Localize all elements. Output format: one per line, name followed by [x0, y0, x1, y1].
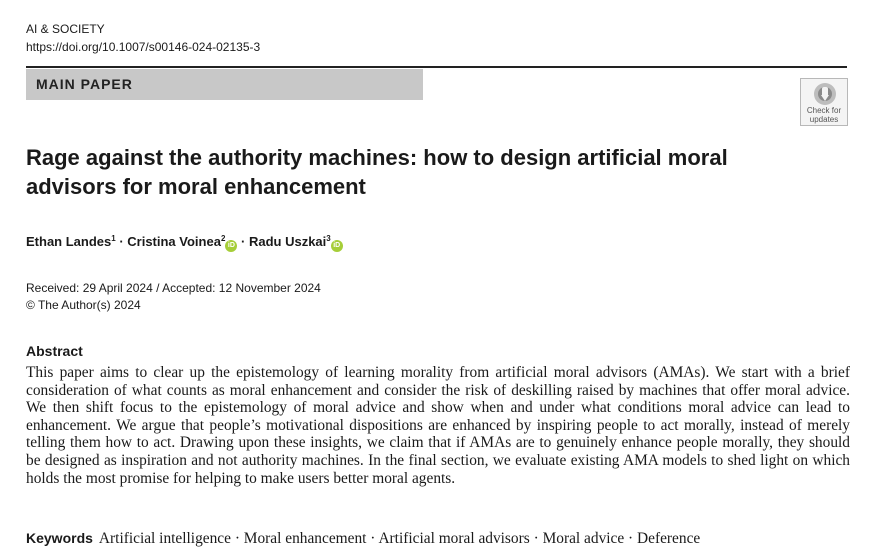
abstract-heading: Abstract — [26, 343, 83, 359]
publication-history — [26, 280, 321, 314]
received-accepted-dates: Received: 29 April 2024 / Accepted: 12 November 2024 — [26, 281, 321, 295]
keyword: Moral advice — [542, 530, 625, 547]
author-name[interactable]: Cristina Voinea — [127, 234, 221, 249]
affiliation-marker: 2 — [220, 234, 226, 243]
keyword-separator: · — [529, 530, 543, 547]
affiliation-marker: 3 — [326, 234, 331, 243]
author-name[interactable]: Radu Uszkai — [248, 234, 327, 249]
abstract-text: This paper aims to clear up the epistemology of learning morality from artificial moral advisors (AMAs). We start with a brief consideration of what counts as moral enhancement and consider the risk of deskilling raised by machines that offer moral advice. We then shift focus to the epistemology of moral advice and show when and under what conditions moral advice can lead to enhancement. We argue that people’s motivational dispositions are enhanced by inspiring people to act morally, instead of merely telling them how to act. Drawing upon these insights, we claim that if AMAs are to genuinely enhance people morally, they should be designed as inspiration and not authority machines. In the final section, we evaluate existing AMA models to shed light on which holds the most promise for helping to make users better moral agents. — [26, 364, 850, 487]
affiliation-marker: 1 — [111, 234, 116, 243]
keywords-label: Keywords — [26, 530, 93, 546]
author-separator: · — [115, 234, 128, 249]
keyword: Moral enhancement — [243, 530, 367, 547]
paper-title: Rage against the authority machines: how to design artificial moral advisors for moral enhancement — [26, 145, 728, 199]
journal-name: AI & SOCIETY — [26, 22, 105, 36]
orcid-icon[interactable]: iD — [331, 240, 343, 252]
header-rule — [26, 66, 847, 68]
author-name[interactable]: Ethan Landes — [26, 234, 112, 249]
keyword: Deference — [637, 530, 701, 547]
author-list — [26, 230, 343, 252]
doi-link[interactable]: https://doi.org/10.1007/s00146-024-02135-3 — [26, 40, 261, 54]
keyword-separator: · — [366, 530, 379, 547]
keyword-separator: · — [624, 530, 638, 547]
orcid-icon[interactable]: iD — [225, 240, 237, 252]
author-separator: · — [237, 234, 249, 249]
keyword: Artificial moral advisors — [378, 530, 530, 547]
keyword-separator: · — [230, 530, 244, 547]
check-for-updates-badge[interactable] — [800, 78, 848, 126]
section-label-bar — [26, 69, 423, 100]
copyright-notice: © The Author(s) 2024 — [26, 298, 141, 312]
check-for-updates-label: Check for updates — [806, 106, 842, 124]
keyword: Artificial intelligence — [98, 530, 231, 547]
keywords-line — [26, 530, 700, 548]
section-label: MAIN PAPER — [36, 76, 133, 92]
check-for-updates-icon — [813, 82, 837, 106]
